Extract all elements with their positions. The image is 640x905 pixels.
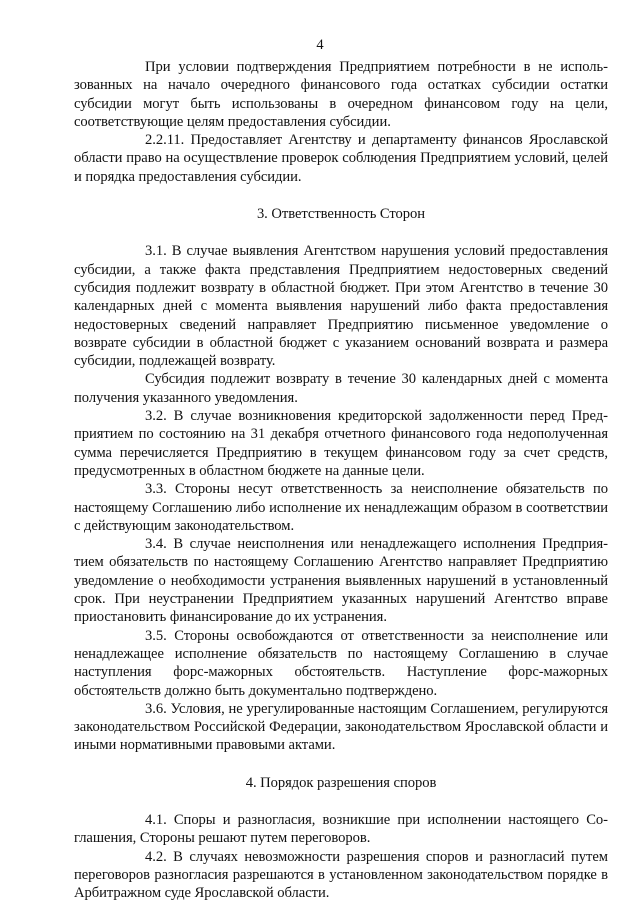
paragraph-4-2: 4.2. В случаях невозможности разрешения споров и разногласий путем переговоров разногласия разрешаются в установленном законодательством порядке в Арбитражном суде Ярославской области.: [74, 848, 608, 902]
section-3-heading: 3. Ответственность Сторон: [256, 206, 426, 223]
paragraph-2-2-11: 2.2.11. Предоставляет Агентству и департаменту финансов Ярославской области право на осуществление проверок соблюдения Предприятием условий, целей и порядка предоставления субсидии.: [74, 132, 608, 185]
paragraph-3-1: 3.1. В случае выявления Агентством нарушения условий предоставления субсидии, а также факта представления Предприятием недостоверных сведений субсидия подлежит возврату в областной бюджет. При этом Агентство в течение 30 календарных дней с момента выявления нарушений либо факта предоставления недостоверных сведений направляет Предприятию письменное уведомление о возврате субсидии в областной бюджет с указанием оснований возврата и размера субсидии, подлежащей возврату.: [74, 243, 608, 370]
document-body: [74, 58, 608, 902]
paragraph-3-1-return-term: Субсидия подлежит возврату в течение 30 календарных дней с момента получения указанного уведомления.: [74, 371, 608, 406]
paragraph-3-4: 3.4. В случае неисполнения или ненадлежащего исполнения Предприятием обязательств по настоящему Соглашению Агентство направляет Предприятию уведомление о необходимости устранения выявленных нарушений в установленный срок. При неустранении Предприятием указанных нарушений Агентство вправе приостановить финансирование до их устранения.: [74, 536, 608, 626]
page-number: 4: [316, 37, 324, 53]
section-4-heading: 4. Порядок разрешения споров: [245, 774, 437, 791]
paragraph-3-5: 3.5. Стороны освобождаются от ответственности за неисполнение или ненадлежащее исполнение обязательств по настоящему Соглашению в случае наступления форс-мажорных обстоятельств. Наступление форс-мажорных обстоятельств должно быть документально подтверждено.: [74, 627, 608, 699]
paragraph-4-1: 4.1. Споры и разногласия, возникшие при исполнении настоящего Соглашения, Стороны решают путем переговоров.: [74, 811, 608, 847]
paragraph-3-6: 3.6. Условия, не урегулированные настоящим Соглашением, регулируются законодательством Российской Федерации, законодательством Ярославской области и иными нормативными правовыми актами.: [74, 700, 608, 754]
paragraph-unused-balance: При условии подтверждения Предприятием потребности в не использованных на начало очередного финансового года остатках субсидии остатки субсидии могут быть использованы в очередном финансовом году на цели, соответствующие целям предоставления субсидии.: [74, 59, 608, 130]
paragraph-3-2: 3.2. В случае возникновения кредиторской задолженности перед Предприятием по состоянию на 31 декабря отчетного финансового года недополученная сумма перечисляется Предприятию в текущем финансовом году за счет средств, предусмотренных в областном бюджете на данные цели.: [74, 408, 608, 479]
paragraph-3-3: 3.3. Стороны несут ответственность за неисполнение обязательств по настоящему Соглашению либо исполнение их ненадлежащим образом в соответствии с действующим законодательством.: [74, 481, 608, 534]
